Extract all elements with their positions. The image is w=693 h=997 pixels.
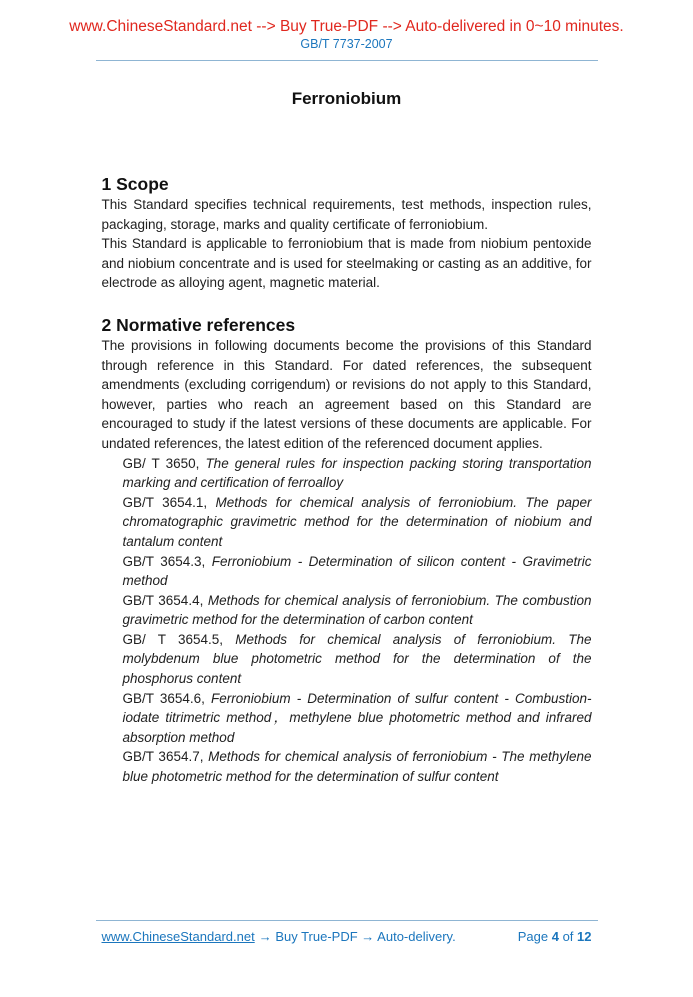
- reference-code: GB/T 3654.1,: [122, 494, 208, 510]
- reference-item: [123, 493, 592, 552]
- page-indicator: [518, 928, 592, 945]
- reference-code: GB/T 3654.4,: [122, 592, 204, 608]
- reference-code: GB/ T 3654.5,: [122, 631, 224, 647]
- page-footer: [0, 920, 693, 945]
- reference-title: Ferroniobium - Determination of silicon content - Gravimetric method: [122, 553, 592, 589]
- reference-item: [123, 689, 592, 748]
- reference-code: GB/ T 3650,: [122, 455, 200, 471]
- site-banner-link[interactable]: www.ChineseStandard.net --> Buy True-PDF --> Auto-delivered in 0~10 minutes.: [69, 18, 624, 35]
- document-page: [0, 17, 693, 944]
- normative-references-intro-paragraph: The provisions in following documents become the provisions of this Standard through reference in this Standard. For dated references, the subsequent amendments (excluding corrigendum) or revisions do not apply to this Standard, however, parties who reach an agreement based on this Standard are encouraged to study if the latest versions of these documents are applicable. For undated references, the latest edition of the referenced document applies.: [101, 337, 592, 451]
- reference-title: The general rules for inspection packing storing transportation marking and certification of ferroalloy: [122, 455, 592, 491]
- scope-paragraph-1: This Standard specifies technical requirements, test methods, inspection rules, packaging, storage, marks and quality certificate of ferroniobium.: [101, 197, 592, 232]
- header-divider: [96, 60, 598, 61]
- reference-item: [123, 630, 592, 689]
- footer-divider: [96, 920, 598, 921]
- footer-buy-text: → Buy True-PDF → Auto-delivery.: [258, 929, 456, 944]
- footer-links: [102, 928, 456, 945]
- reference-title: Methods for chemical analysis of ferroniobium - The methylene blue photometric method for the determination of sulfur content: [122, 749, 592, 785]
- reference-title: Methods for chemical analysis of ferroniobium. The combustion gravimetric method for the determination of carbon content: [122, 592, 592, 628]
- reference-code: GB/T 3654.3,: [122, 553, 206, 569]
- reference-list: [123, 454, 592, 787]
- page-total: 12: [577, 929, 592, 944]
- standard-code: GB/T 7737-2007: [300, 37, 393, 51]
- reference-title: Methods for chemical analysis of ferroniobium. The molybdenum blue photometric method for the determination of the phosphorus content: [122, 631, 592, 687]
- reference-item: [123, 747, 592, 786]
- reference-title: Methods for chemical analysis of ferroniobium. The paper chromatographic gravimetric method for the determination of niobium and tantalum content: [122, 494, 592, 549]
- reference-title: Ferroniobium - Determination of sulfur content - Combustion-iodate titrimetric method，methylene blue photometric method and infrared absorption method: [122, 690, 592, 745]
- section-heading-normative-references: 2 Normative references: [101, 314, 296, 335]
- footer-site-link[interactable]: www.ChineseStandard.net: [101, 929, 255, 944]
- reference-item: [123, 552, 592, 591]
- reference-item: [123, 591, 592, 630]
- scope-paragraph-2: This Standard is applicable to ferroniobium that is made from niobium pentoxide and niobium concentrate and is used for steelmaking or casting as an additive, for electrode as alloying agent, magnetic material.: [101, 236, 592, 291]
- reference-item: [123, 454, 592, 493]
- page-label: Page: [517, 929, 549, 944]
- page-current: 4: [551, 929, 559, 944]
- document-title: Ferroniobium: [291, 89, 402, 108]
- reference-code: GB/T 3654.6,: [122, 690, 205, 706]
- document-body: [102, 173, 592, 787]
- reference-code: GB/T 3654.7,: [122, 749, 204, 765]
- section-heading-scope: 1 Scope: [101, 174, 169, 194]
- of-label: of: [562, 929, 574, 944]
